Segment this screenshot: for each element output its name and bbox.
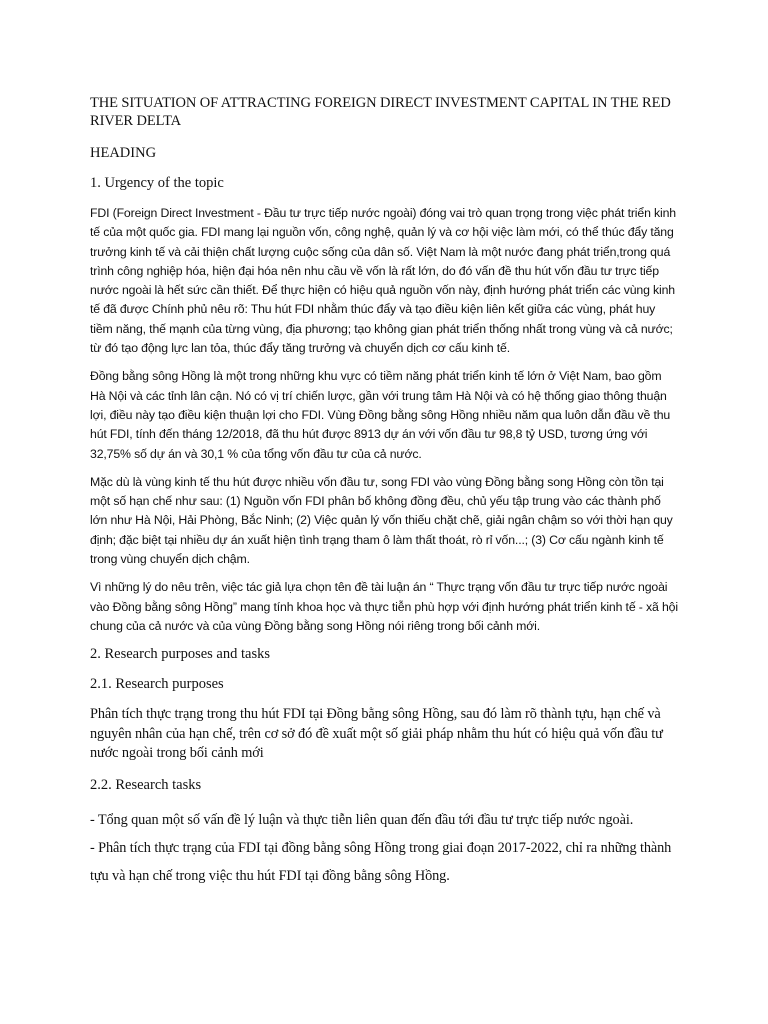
research-task-1: - Tổng quan một số vấn đề lý luận và thực tiễn liên quan đến đầu tới đầu tư trực tiếp nước ngoài. [90, 811, 634, 828]
section-2-1-heading: 2.1. Research purposes [90, 676, 224, 693]
section-2-heading: 2. Research purposes and tasks [90, 646, 270, 663]
section-2-1-paragraph: Phân tích thực trạng trong thu hút FDI tại Đồng bằng sông Hồng, sau đó làm rõ thành tựu, hạn chế và nguyên nhân của hạn chế, trên cơ sở đó đề xuất một số giải pháp nhằm thu hút có hiệu quả vốn đầu tư nước ngoài trong bối cảnh mới [90, 706, 663, 762]
document-body [90, 94, 680, 890]
section-1-paragraph-3: Mặc dù là vùng kinh tế thu hút được nhiều vốn đầu tư, song FDI vào vùng Đồng bằng song Hồng còn tồn tại một số hạn chế như sau: (1) Nguồn vốn FDI phân bố không đồng đều, chủ yếu tập trung vào các thành phố lớn như Hà Nội, Hải Phòng, Bắc Ninh; (2) Việc quản lý vốn thiếu chặt chẽ, giải ngân chậm so với thời hạn quy định; đặc biệt tại nhiều dự án xuất hiện tình trạng tham ô làm thất thoát, rò rỉ vốn...; (3) Cơ cấu ngành kinh tế trong vùng chuyển dịch chậm. [90, 474, 673, 567]
heading-label: HEADING [90, 145, 157, 161]
section-1-paragraph-2: Đồng bằng sông Hồng là một trong những khu vực có tiềm năng phát triển kinh tế lớn ở Việt Nam, bao gồm Hà Nội và các tỉnh lân cận. Nó có vị trí chiến lược, gần với trung tâm Hà Nội và có hệ thống giao thông thuận lợi, điều này tạo điều kiện thuận lợi cho FDI. Vùng Đồng bằng sông Hồng nhiều năm qua luôn dẫn đầu về thu hút FDI, tính đến tháng 12/2018, đã thu hút được 8913 dự án với vốn đầu tư 98,8 tỷ USD, tương ứng với 32,75% số dự án và 30,1 % của tổng vốn đầu tư của cả nước. [90, 369, 671, 461]
section-1-paragraph-1: FDI (Foreign Direct Investment - Đầu tư trực tiếp nước ngoài) đóng vai trò quan trọng trong việc phát triển kinh tế của một quốc gia. FDI mang lại nguồn vốn, công nghệ, quản lý và cơ hội việc làm mới, có thể thúc đẩy tăng trưởng kinh tế và cải thiện chất lượng cuộc sống của dân số. Việt Nam là một nước đang phát triển,trong quá trình công nghiệp hóa, hiện đại hóa nên nhu cầu về vốn là rất lớn, do đó vấn đề thu hút vốn đầu tư trực tiếp nước ngoài là hết sức cần thiết. Để thực hiện có hiệu quả nguồn vốn này, định hướng phát triển các vùng kinh tế đã được Chính phủ nêu rõ: Thu hút FDI nhằm thúc đẩy và tạo điều kiện liên kết giữa các vùng, phát huy tiềm năng, thế mạnh của từng vùng, địa phương; tạo không gian phát triển thống nhất trong vùng và cả nước; từ đó tạo động lực lan tỏa, thúc đẩy tăng trưởng và chuyển dịch cơ cấu kinh tế. [90, 206, 676, 356]
research-task-2: - Phân tích thực trạng của FDI tại đồng bằng sông Hồng trong giai đoạn 2017-2022, chỉ ra những thành tựu và hạn chế trong việc thu hút FDI tại đồng bằng sông Hồng. [90, 839, 672, 884]
section-1-heading: 1. Urgency of the topic [90, 175, 224, 191]
document-title: THE SITUATION OF ATTRACTING FOREIGN DIRECT INVESTMENT CAPITAL IN THE RED RIVER DELTA [90, 95, 671, 129]
section-2-2-heading: 2.2. Research tasks [90, 776, 202, 793]
section-1-paragraph-4: Vì những lý do nêu trên, việc tác giả lựa chọn tên đề tài luận án “ Thực trạng vốn đầu tư trực tiếp nước ngoài vào Đồng bằng sông Hồng” mang tính khoa học và thực tiễn phù hợp với định hướng phát triển kinh tế - xã hội chung của cả nước và của vùng Đồng bằng song Hồng nói riêng trong bối cảnh mới. [90, 580, 678, 633]
